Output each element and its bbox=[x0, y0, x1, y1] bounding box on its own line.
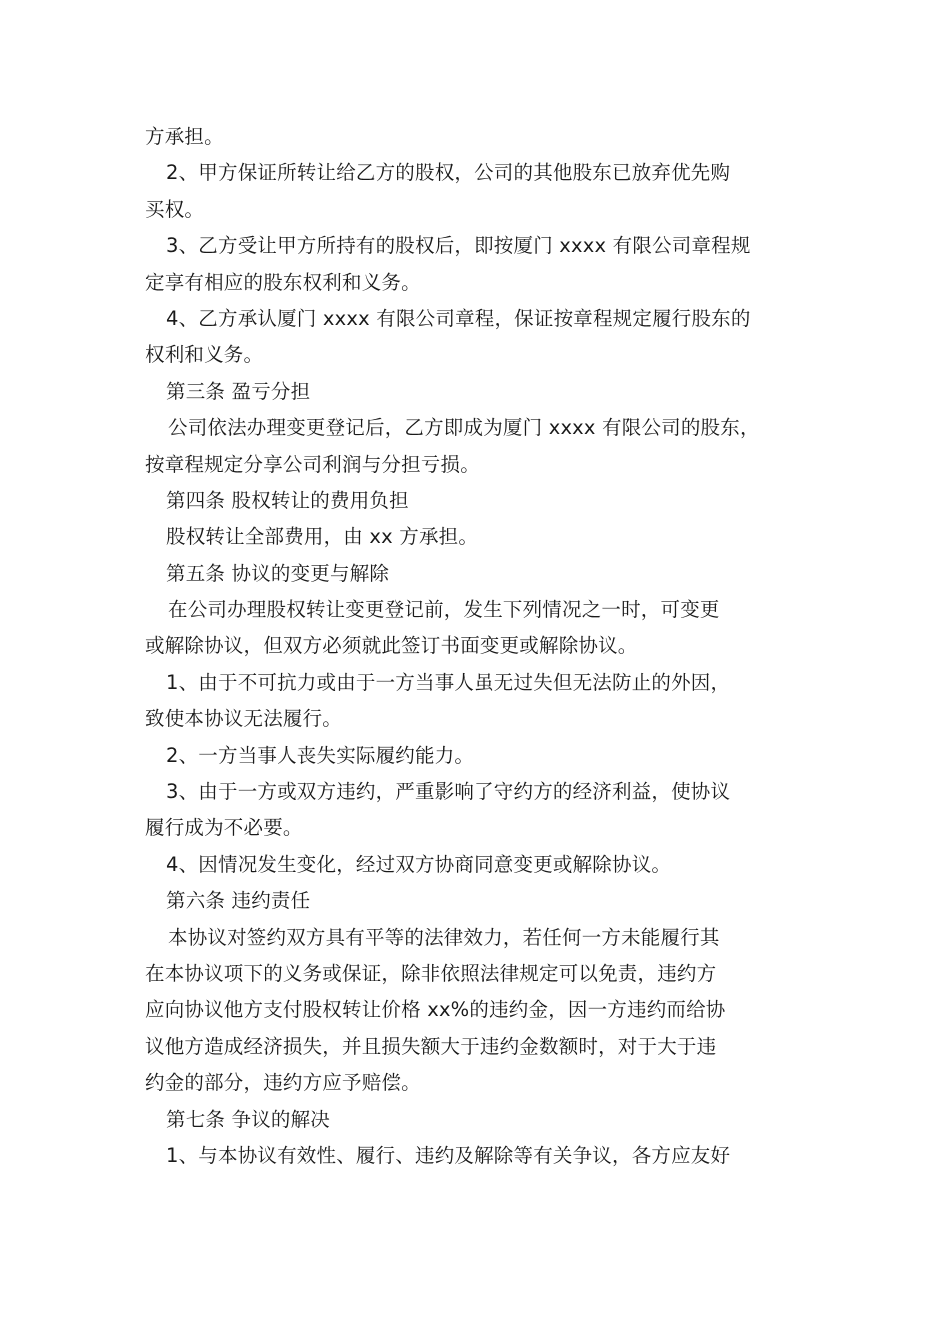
text-line: 1、与本协议有效性、履行、违约及解除等有关争议，各方应友好 bbox=[166, 1143, 731, 1167]
text-line: 买权。 bbox=[145, 197, 205, 221]
section-heading: 第四条 股权转让的费用负担 bbox=[166, 488, 409, 512]
text-line: 股权转让全部费用，由 xx 方承担。 bbox=[166, 525, 479, 549]
text-line: 3、由于一方或双方违约，严重影响了守约方的经济利益，使协议 bbox=[166, 780, 731, 804]
text-line: 致使本协议无法履行。 bbox=[145, 707, 343, 731]
text-line: 约金的部分，违约方应予赔偿。 bbox=[145, 1071, 421, 1095]
text-line: 4、因情况发生变化，经过双方协商同意变更或解除协议。 bbox=[166, 852, 672, 876]
text-line: 应向协议他方支付股权转让价格 xx%的违约金，因一方违约而给协 bbox=[145, 998, 726, 1022]
section-heading: 第五条 协议的变更与解除 bbox=[166, 561, 390, 585]
text-line: 在公司办理股权转让变更登记前，发生下列情况之一时，可变更 bbox=[168, 598, 720, 622]
text-line: 定享有相应的股东权利和义务。 bbox=[145, 270, 421, 294]
text-line: 按章程规定分享公司利润与分担亏损。 bbox=[145, 452, 480, 476]
text-line: 4、乙方承认厦门 xxxx 有限公司章程，保证按章程规定履行股东的 bbox=[166, 306, 751, 330]
text-line: 本协议对签约双方具有平等的法律效力，若任何一方未能履行其 bbox=[168, 925, 720, 949]
text-line: 权利和义务。 bbox=[145, 343, 264, 367]
text-line: 1、由于不可抗力或由于一方当事人虽无过失但无法防止的外因， bbox=[166, 670, 731, 694]
text-line: 在本协议项下的义务或保证，除非依照法律规定可以免责，违约方 bbox=[145, 961, 717, 985]
text-line: 或解除协议，但双方必须就此签订书面变更或解除协议。 bbox=[145, 634, 638, 658]
section-heading: 第三条 盈亏分担 bbox=[166, 379, 311, 403]
text-line: 3、乙方受让甲方所持有的股权后，即按厦门 xxxx 有限公司章程规 bbox=[166, 234, 751, 258]
text-line: 2、一方当事人丧失实际履约能力。 bbox=[166, 743, 475, 767]
document-body bbox=[145, 119, 811, 1174]
text-line: 公司依法办理变更登记后，乙方即成为厦门 xxxx 有限公司的股东， bbox=[168, 416, 760, 440]
section-heading: 第七条 争议的解决 bbox=[166, 1107, 330, 1131]
text-line: 方承担。 bbox=[145, 125, 224, 148]
text-line: 2、甲方保证所转让给乙方的股权，公司的其他股东已放弃优先购 bbox=[166, 161, 731, 185]
text-line: 议他方造成经济损失，并且损失额大于违约金数额时，对于大于违 bbox=[145, 1034, 717, 1058]
text-line: 履行成为不必要。 bbox=[145, 816, 303, 840]
section-heading: 第六条 违约责任 bbox=[166, 889, 311, 913]
